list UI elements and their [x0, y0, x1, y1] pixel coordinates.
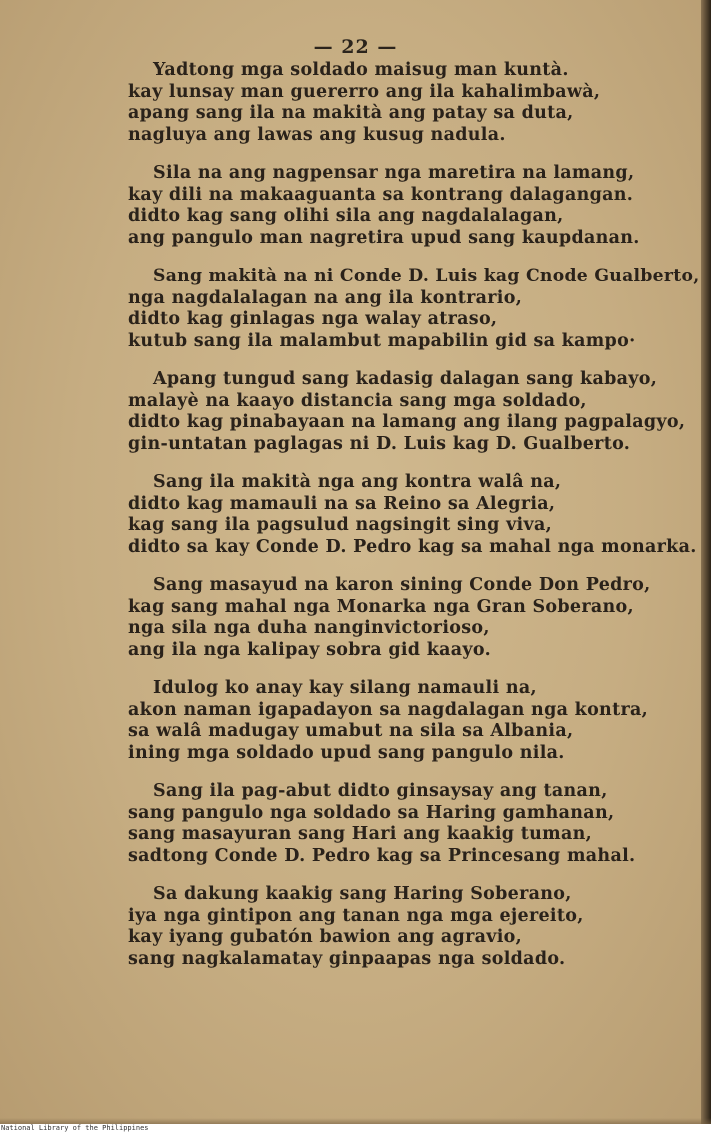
stanza-line: malayè na kaayo distancia sang mga soldado, [128, 390, 587, 411]
stanza [0, 163, 711, 249]
stanza-line: kay dili na makaaguanta sa kontrang dalagangan. [128, 184, 634, 205]
stanza-line: akon naman igapadayon sa nagdalagan nga kontra, [128, 699, 649, 720]
stanza-line: Sang ila pag-abut didto ginsaysay ang tanan, [153, 781, 608, 801]
stanza-line: Yadtong mga soldado maisug man kuntà. [153, 60, 569, 80]
stanza-line: kutub sang ila malambut mapabilin gid sa kampo· [128, 330, 636, 351]
library-credit: National Library of the Philippines [1, 1124, 149, 1132]
stanza-line: sang masayuran sang Hari ang kaakig tuman, [128, 824, 593, 844]
stanza-line: nga sila nga duha nanginvictorioso, [128, 618, 490, 638]
page-number: — 22 — [313, 36, 398, 58]
stanza-line: didto kag sang olihi sila ang nagdalalagan, [128, 206, 564, 226]
stanza [0, 60, 711, 146]
stanza-line: ang pangulo man nagretira upud sang kaupdanan. [128, 227, 640, 248]
stanza-line: Sang makità na ni Conde D. Luis kag Cnode Gualberto, [153, 266, 700, 286]
stanza-line: sang pangulo nga soldado sa Haring gamhanan, [128, 802, 615, 823]
stanza-line: nga nagdalalagan na ang ila kontrario, [128, 287, 523, 308]
stanza-line: didto kag mamauli na sa Reino sa Alegria, [128, 493, 556, 514]
stanza-line: gin-untatan paglagas ni D. Luis kag D. Gualberto. [128, 433, 631, 454]
stanza-line: ang ila nga kalipay sobra gid kaayo. [128, 639, 491, 660]
stanza-line: Sa dakung kaakig sang Haring Soberano, [153, 884, 572, 904]
stanza-line: kag sang mahal nga Monarka nga Gran Soberano, [128, 596, 634, 617]
stanza-line: Idulog ko anay kay silang namauli na, [153, 678, 537, 698]
stanza-line: sadtong Conde D. Pedro kag sa Princesang mahal. [128, 845, 636, 866]
page-edge-shadow [701, 0, 711, 1124]
stanza-line: apang sang ila na makità ang patay sa duta, [128, 103, 574, 123]
stanza [0, 884, 711, 970]
stanza-line: Sang masayud na karon sining Conde Don Pedro, [153, 575, 651, 595]
stanza-line: Sila na ang nagpensar nga maretira na lamang, [153, 163, 635, 183]
poem-text [0, 60, 711, 987]
stanza-line: didto sa kay Conde D. Pedro kag sa mahal nga monarka. [128, 536, 697, 557]
stanza-line: iya nga gintipon ang tanan nga mga ejereito, [128, 905, 584, 926]
stanza-line: kag sang ila pagsulud nagsingit sing viva, [128, 515, 553, 535]
stanza-line: sang nagkalamatay ginpaapas nga soldado. [128, 948, 566, 969]
stanza [0, 575, 711, 661]
stanza-line: nagluya ang lawas ang kusug nadula. [128, 124, 506, 145]
stanza-line: Sang ila makità nga ang kontra walâ na, [153, 472, 562, 492]
stanza [0, 781, 711, 867]
stanza [0, 678, 711, 764]
stanza-line: didto kag pinabayaan na lamang ang ilang pagpalagyo, [128, 412, 686, 432]
stanza-line: didto kag ginlagas nga walay atraso, [128, 309, 498, 329]
stanza-line: ining mga soldado upud sang pangulo nila. [128, 742, 565, 763]
stanza-line: kay lunsay man guererro ang ila kahalimbawà, [128, 81, 601, 102]
stanza [0, 266, 711, 352]
stanza-line: Apang tungud sang kadasig dalagan sang kabayo, [153, 369, 658, 389]
stanza [0, 369, 711, 455]
stanza-line: kay iyang gubatón bawion ang agravio, [128, 927, 523, 947]
stanza-line: sa walâ madugay umabut na sila sa Albania, [128, 721, 574, 741]
stanza [0, 472, 711, 558]
